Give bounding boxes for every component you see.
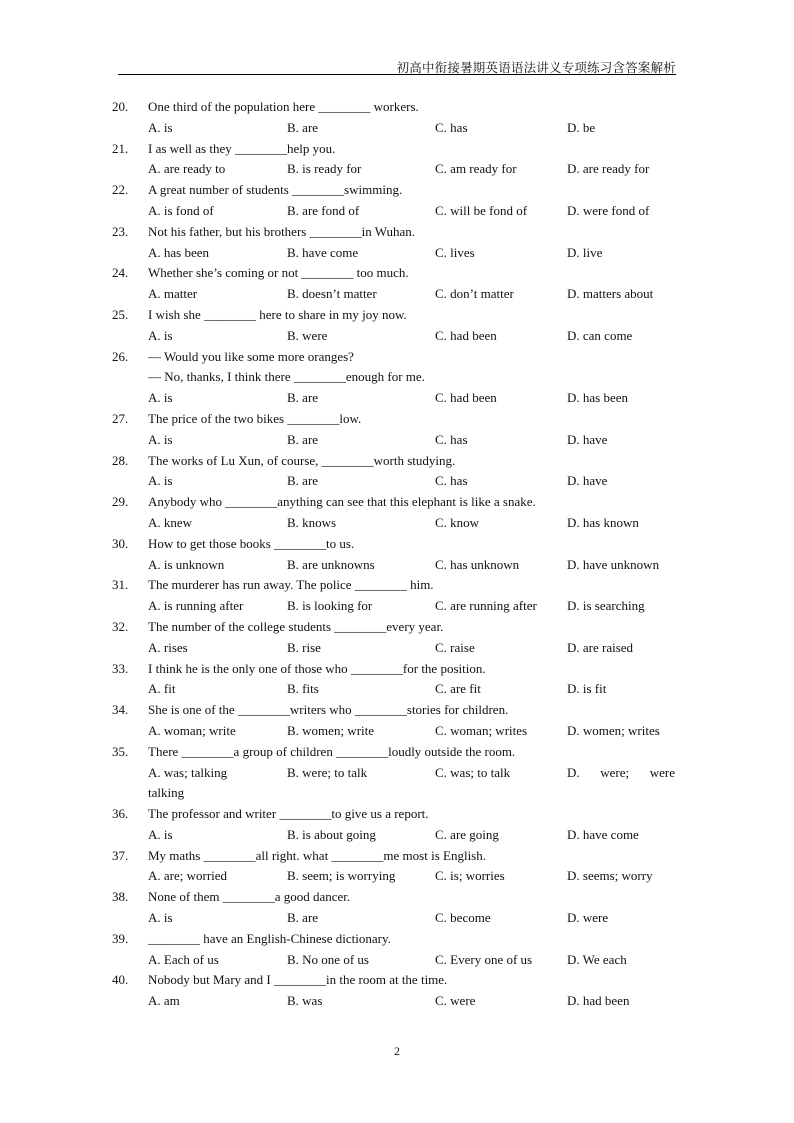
options-row bbox=[112, 555, 682, 576]
option-d-continuation: talking bbox=[148, 785, 185, 801]
option-a: A. matter bbox=[148, 286, 198, 302]
question-text: Nobody but Mary and I ________in the room at the time. bbox=[148, 972, 448, 988]
question-number: 38. bbox=[112, 889, 129, 905]
option-b: B. are fond of bbox=[287, 202, 360, 218]
question-text: The professor and writer ________to give us a report. bbox=[148, 806, 429, 822]
option-b: B. was bbox=[287, 993, 323, 1009]
option-d: D. have come bbox=[567, 826, 639, 842]
option-c: C. Every one of us bbox=[435, 951, 533, 967]
question-number: 29. bbox=[112, 494, 129, 510]
option-d-word1: were; bbox=[600, 764, 630, 780]
question-number: 23. bbox=[112, 223, 129, 239]
question-31 bbox=[112, 575, 682, 617]
options-row bbox=[112, 430, 682, 451]
option-d: D. seems; worry bbox=[567, 868, 653, 884]
option-d-word2: were bbox=[649, 764, 675, 780]
question-text: I as well as they ________help you. bbox=[148, 140, 336, 156]
options-row bbox=[112, 679, 682, 700]
option-d: D. have bbox=[567, 473, 608, 489]
option-c: C. was; to talk bbox=[435, 764, 511, 780]
option-a: A. is running after bbox=[148, 598, 244, 614]
question-text: The number of the college students ________every year. bbox=[148, 618, 444, 634]
option-d: D. are ready for bbox=[567, 161, 650, 177]
option-c: C. become bbox=[435, 910, 491, 926]
question-text: I wish she ________ here to share in my joy now. bbox=[148, 306, 407, 322]
option-d: D. matters about bbox=[567, 286, 654, 302]
option-c: C. is; worries bbox=[435, 868, 505, 884]
page-number: 2 bbox=[394, 1044, 400, 1058]
question-36 bbox=[112, 804, 682, 846]
option-b: B. is looking for bbox=[287, 598, 373, 614]
question-number: 21. bbox=[112, 140, 129, 156]
question-number: 22. bbox=[112, 182, 129, 198]
question-text: The murderer has run away. The police ________ him. bbox=[148, 577, 434, 593]
option-a: A. is bbox=[148, 327, 173, 343]
option-c: C. had been bbox=[435, 327, 497, 343]
question-number: 37. bbox=[112, 847, 129, 863]
question-27 bbox=[112, 409, 682, 451]
option-d: D. have unknown bbox=[567, 556, 660, 572]
question-number: 28. bbox=[112, 452, 129, 468]
option-d-letter: D. bbox=[567, 764, 580, 780]
page-header bbox=[118, 56, 676, 75]
question-38 bbox=[112, 887, 682, 929]
option-b: B. are unknowns bbox=[287, 556, 375, 572]
question-35 bbox=[112, 742, 682, 804]
option-c: C. has bbox=[435, 431, 468, 447]
question-28 bbox=[112, 451, 682, 493]
option-b: B. are bbox=[287, 390, 319, 406]
option-a: A. is bbox=[148, 473, 173, 489]
option-c: C. know bbox=[435, 514, 480, 530]
options-row bbox=[112, 763, 682, 784]
question-text: The price of the two bikes ________low. bbox=[148, 410, 362, 426]
option-b: B. have come bbox=[287, 244, 359, 260]
question-number: 40. bbox=[112, 972, 129, 988]
options-row bbox=[112, 159, 682, 180]
option-c: C. are running after bbox=[435, 598, 537, 614]
option-b: B. are bbox=[287, 910, 319, 926]
option-a: A. rises bbox=[148, 639, 188, 655]
options-row bbox=[112, 388, 682, 409]
option-b: B. doesn’t matter bbox=[287, 286, 377, 302]
question-text: She is one of the ________writers who ________stories for children. bbox=[148, 702, 509, 718]
question-number: 36. bbox=[112, 806, 129, 822]
option-b: B. were bbox=[287, 327, 328, 343]
option-a: A. is bbox=[148, 119, 173, 135]
option-d: D. has known bbox=[567, 514, 639, 530]
option-b: B. women; write bbox=[287, 722, 375, 738]
option-a: A. is bbox=[148, 431, 173, 447]
question-number: 33. bbox=[112, 660, 129, 676]
option-c: C. has unknown bbox=[435, 556, 520, 572]
option-b: B. fits bbox=[287, 681, 319, 697]
option-c: C. am ready for bbox=[435, 161, 517, 177]
option-b: B. knows bbox=[287, 514, 337, 530]
question-21 bbox=[112, 139, 682, 181]
option-a: A. is bbox=[148, 910, 173, 926]
option-c: C. raise bbox=[435, 639, 475, 655]
option-b: B. are bbox=[287, 431, 319, 447]
question-number: 32. bbox=[112, 618, 129, 634]
question-34 bbox=[112, 700, 682, 742]
question-24 bbox=[112, 263, 682, 305]
question-text: Anybody who ________anything can see that this elephant is like a snake. bbox=[148, 494, 536, 510]
option-b: B. seem; is worrying bbox=[287, 868, 396, 884]
option-d: D. have bbox=[567, 431, 608, 447]
option-a: A. has been bbox=[148, 244, 210, 260]
options-row bbox=[112, 825, 682, 846]
option-d: D. live bbox=[567, 244, 603, 260]
option-b: B. No one of us bbox=[287, 951, 369, 967]
option-a: A. is bbox=[148, 390, 173, 406]
options-row bbox=[112, 284, 682, 305]
question-text: ________ have an English-Chinese dictionary. bbox=[148, 930, 391, 946]
option-d bbox=[567, 763, 675, 784]
question-number: 39. bbox=[112, 930, 129, 946]
options-row bbox=[112, 118, 682, 139]
question-33 bbox=[112, 659, 682, 701]
option-a: A. was; talking bbox=[148, 764, 228, 780]
question-text: Whether she’s coming or not ________ too much. bbox=[148, 265, 409, 281]
option-d: D. be bbox=[567, 119, 596, 135]
options-row bbox=[112, 243, 682, 264]
question-30 bbox=[112, 534, 682, 576]
option-d: D. can come bbox=[567, 327, 633, 343]
options-row bbox=[112, 513, 682, 534]
option-b: B. are bbox=[287, 473, 319, 489]
option-a: A. is unknown bbox=[148, 556, 225, 572]
question-text: — Would you like some more oranges? bbox=[148, 348, 354, 364]
question-number: 34. bbox=[112, 702, 129, 718]
option-b: B. are bbox=[287, 119, 319, 135]
options-row bbox=[112, 596, 682, 617]
question-text: My maths ________all right. what ________me most is English. bbox=[148, 847, 486, 863]
option-a: A. Each of us bbox=[148, 951, 219, 967]
question-text: Not his father, but his brothers ________in Wuhan. bbox=[148, 223, 415, 239]
option-c: C. lives bbox=[435, 244, 475, 260]
option-c: C. woman; writes bbox=[435, 722, 528, 738]
question-39 bbox=[112, 929, 682, 971]
options-row bbox=[112, 201, 682, 222]
question-number: 26. bbox=[112, 348, 129, 364]
option-d: D. We each bbox=[567, 951, 627, 967]
option-a: A. am bbox=[148, 993, 180, 1009]
option-b: B. were; to talk bbox=[287, 764, 368, 780]
option-a: A. are ready to bbox=[148, 161, 226, 177]
option-a: A. knew bbox=[148, 514, 193, 530]
option-c: C. were bbox=[435, 993, 476, 1009]
question-23 bbox=[112, 222, 682, 264]
question-text: A great number of students ________swimming. bbox=[148, 182, 403, 198]
option-d: D. is searching bbox=[567, 598, 645, 614]
question-number: 30. bbox=[112, 535, 129, 551]
question-text: How to get those books ________to us. bbox=[148, 535, 355, 551]
question-32 bbox=[112, 617, 682, 659]
option-d: D. are raised bbox=[567, 639, 634, 655]
question-list bbox=[112, 97, 682, 1012]
question-text: I think he is the only one of those who ________for the position. bbox=[148, 660, 486, 676]
options-row bbox=[112, 866, 682, 887]
options-row bbox=[112, 908, 682, 929]
option-d: D. had been bbox=[567, 993, 630, 1009]
options-row bbox=[112, 326, 682, 347]
question-text: There ________a group of children ________loudly outside the room. bbox=[148, 743, 516, 759]
question-25 bbox=[112, 305, 682, 347]
options-row bbox=[112, 721, 682, 742]
question-text: None of them ________a good dancer. bbox=[148, 889, 351, 905]
option-d: D. were fond of bbox=[567, 202, 650, 218]
option-c: C. don’t matter bbox=[435, 286, 514, 302]
option-c: C. are going bbox=[435, 826, 499, 842]
options-row bbox=[112, 991, 682, 1012]
question-text: The works of Lu Xun, of course, ________worth studying. bbox=[148, 452, 456, 468]
option-d: D. is fit bbox=[567, 681, 607, 697]
question-number: 27. bbox=[112, 410, 129, 426]
question-20 bbox=[112, 97, 682, 139]
header-title: 初高中衔接暑期英语语法讲义专项练习含答案解析 bbox=[396, 60, 676, 75]
option-d: D. were bbox=[567, 910, 609, 926]
question-text-line2: — No, thanks, I think there ________enough for me. bbox=[148, 369, 425, 385]
question-37 bbox=[112, 846, 682, 888]
option-d: D. women; writes bbox=[567, 722, 660, 738]
options-row bbox=[112, 950, 682, 971]
option-c: C. had been bbox=[435, 390, 497, 406]
option-c: C. has bbox=[435, 473, 468, 489]
question-26 bbox=[112, 347, 682, 409]
question-number: 20. bbox=[112, 99, 129, 114]
question-29 bbox=[112, 492, 682, 534]
option-c: C. are fit bbox=[435, 681, 481, 697]
question-40 bbox=[112, 970, 682, 1012]
option-a: A. is bbox=[148, 826, 173, 842]
question-number: 25. bbox=[112, 306, 129, 322]
question-text: One third of the population here ________ workers. bbox=[148, 99, 419, 114]
option-a: A. fit bbox=[148, 681, 176, 697]
question-22 bbox=[112, 180, 682, 222]
option-c: C. will be fond of bbox=[435, 202, 528, 218]
option-b: B. is about going bbox=[287, 826, 376, 842]
question-number: 35. bbox=[112, 743, 129, 759]
options-row bbox=[112, 471, 682, 492]
option-b: B. rise bbox=[287, 639, 321, 655]
option-d: D. has been bbox=[567, 390, 629, 406]
question-number: 31. bbox=[112, 577, 129, 593]
option-a: A. are; worried bbox=[148, 868, 228, 884]
option-c: C. has bbox=[435, 119, 468, 135]
options-row bbox=[112, 638, 682, 659]
option-a: A. is fond of bbox=[148, 202, 214, 218]
option-a: A. woman; write bbox=[148, 722, 236, 738]
question-number: 24. bbox=[112, 265, 129, 281]
option-b: B. is ready for bbox=[287, 161, 362, 177]
